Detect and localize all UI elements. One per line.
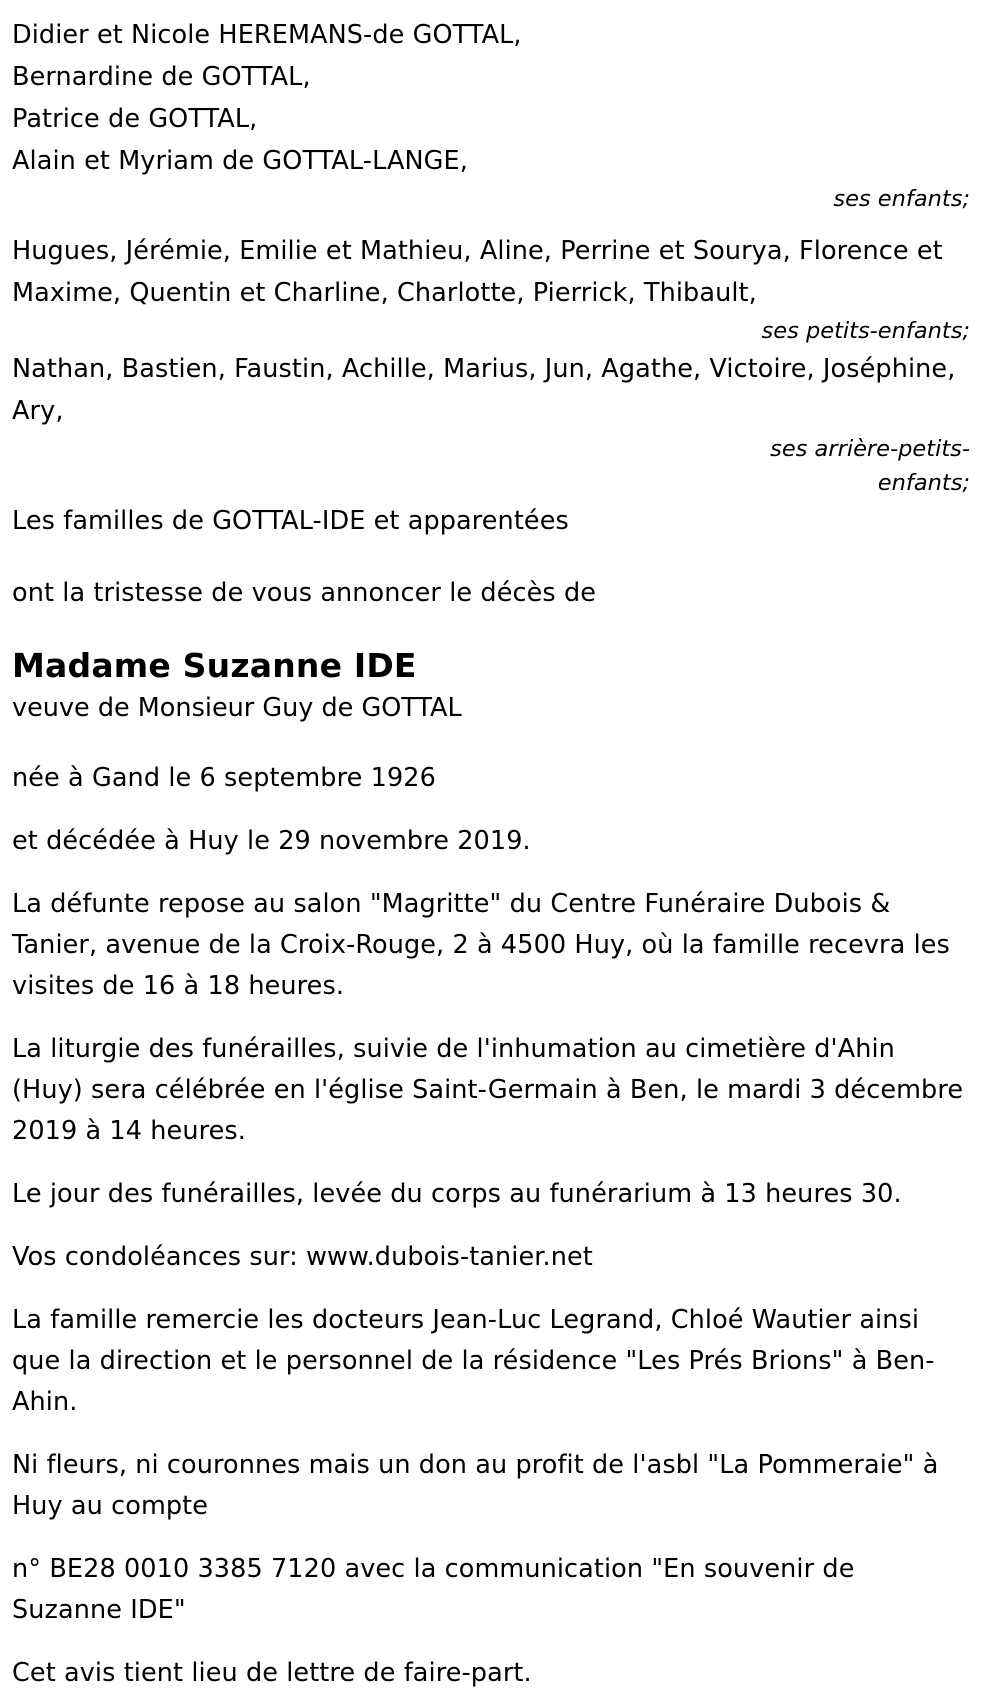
announcement-line: ont la tristesse de vous annoncer le décès de xyxy=(12,578,597,608)
paragraph-levee: Le jour des funérailles, levée du corps au funérarium à 13 heures 30. xyxy=(12,1179,902,1209)
spacer xyxy=(12,1631,970,1653)
deceased-name: Madame Suzanne IDE xyxy=(12,646,417,685)
family-survivors-grandchildren xyxy=(12,230,970,348)
birth-line: née à Gand le 6 septembre 1926 xyxy=(12,763,436,793)
great-grandchildren-line: Nathan, Bastien, Faustin, Achille, Marius, Jun, Agathe, Victoire, Joséphine, xyxy=(12,354,956,384)
spacer xyxy=(12,728,970,758)
grandchildren-line: Hugues, Jérémie, Emilie et Mathieu, Aline, Perrine et Sourya, Florence et xyxy=(12,236,943,266)
spacer xyxy=(12,1423,970,1445)
spacer xyxy=(12,799,970,821)
paragraph-repose: La défunte repose au salon "Magritte" du Centre Funéraire Dubois & Tanier, avenue de la Croix-Rouge, 2 à 4500 Huy, où la famille recevra les visites de 16 à 18 heures. xyxy=(12,889,950,1001)
spacer xyxy=(12,1278,970,1300)
spacer xyxy=(12,216,970,230)
role-label-great-grandchildren-1: ses arrière-petits- xyxy=(770,436,970,462)
family-line: Bernardine de GOTTAL, xyxy=(12,62,311,92)
paragraph-liturgy: La liturgie des funérailles, suivie de l'inhumation au cimetière d'Ahin (Huy) sera célébrée en l'église Saint-Germain à Ben, le mardi 3 décembre 2019 à 14 heures. xyxy=(12,1034,964,1146)
spacer xyxy=(12,542,970,572)
spacer xyxy=(12,614,970,644)
spacer xyxy=(12,1215,970,1237)
role-label-grandchildren: ses petits-enfants; xyxy=(761,318,970,344)
paragraph-thanks: La famille remercie les docteurs Jean-Luc Legrand, Chloé Wautier ainsi que la direction et le personnel de la résidence "Les Prés Brions" à Ben-Ahin. xyxy=(12,1305,935,1417)
paragraph-closing: Cet avis tient lieu de lettre de faire-part. xyxy=(12,1658,532,1688)
family-line: Alain et Myriam de GOTTAL-LANGE, xyxy=(12,146,468,176)
spacer xyxy=(12,862,970,884)
role-label-great-grandchildren-2: enfants; xyxy=(877,470,970,496)
family-line: Didier et Nicole HEREMANS-de GOTTAL, xyxy=(12,20,522,50)
family-survivors-great-grandchildren xyxy=(12,348,970,500)
grandchildren-line: Maxime, Quentin et Charline, Charlotte, Pierrick, Thibault, xyxy=(12,278,757,308)
related-families-line: Les familles de GOTTAL-IDE et apparentées xyxy=(12,506,569,536)
role-label-children: ses enfants; xyxy=(833,186,970,212)
spacer xyxy=(12,1007,970,1029)
family-survivors-children xyxy=(12,14,970,216)
paragraph-account: n° BE28 0010 3385 7120 avec la communication "En souvenir de Suzanne IDE" xyxy=(12,1554,855,1625)
family-line: Patrice de GOTTAL, xyxy=(12,104,258,134)
spacer xyxy=(12,1152,970,1174)
spacer xyxy=(12,1527,970,1549)
spouse-line: veuve de Monsieur Guy de GOTTAL xyxy=(12,693,462,723)
paragraph-donation: Ni fleurs, ni couronnes mais un don au profit de l'asbl "La Pommeraie" à Huy au compte xyxy=(12,1450,939,1521)
great-grandchildren-line: Ary, xyxy=(12,396,64,426)
death-line: et décédée à Huy le 29 novembre 2019. xyxy=(12,826,531,856)
paragraph-condolences: Vos condoléances sur: www.dubois-tanier.net xyxy=(12,1242,593,1272)
